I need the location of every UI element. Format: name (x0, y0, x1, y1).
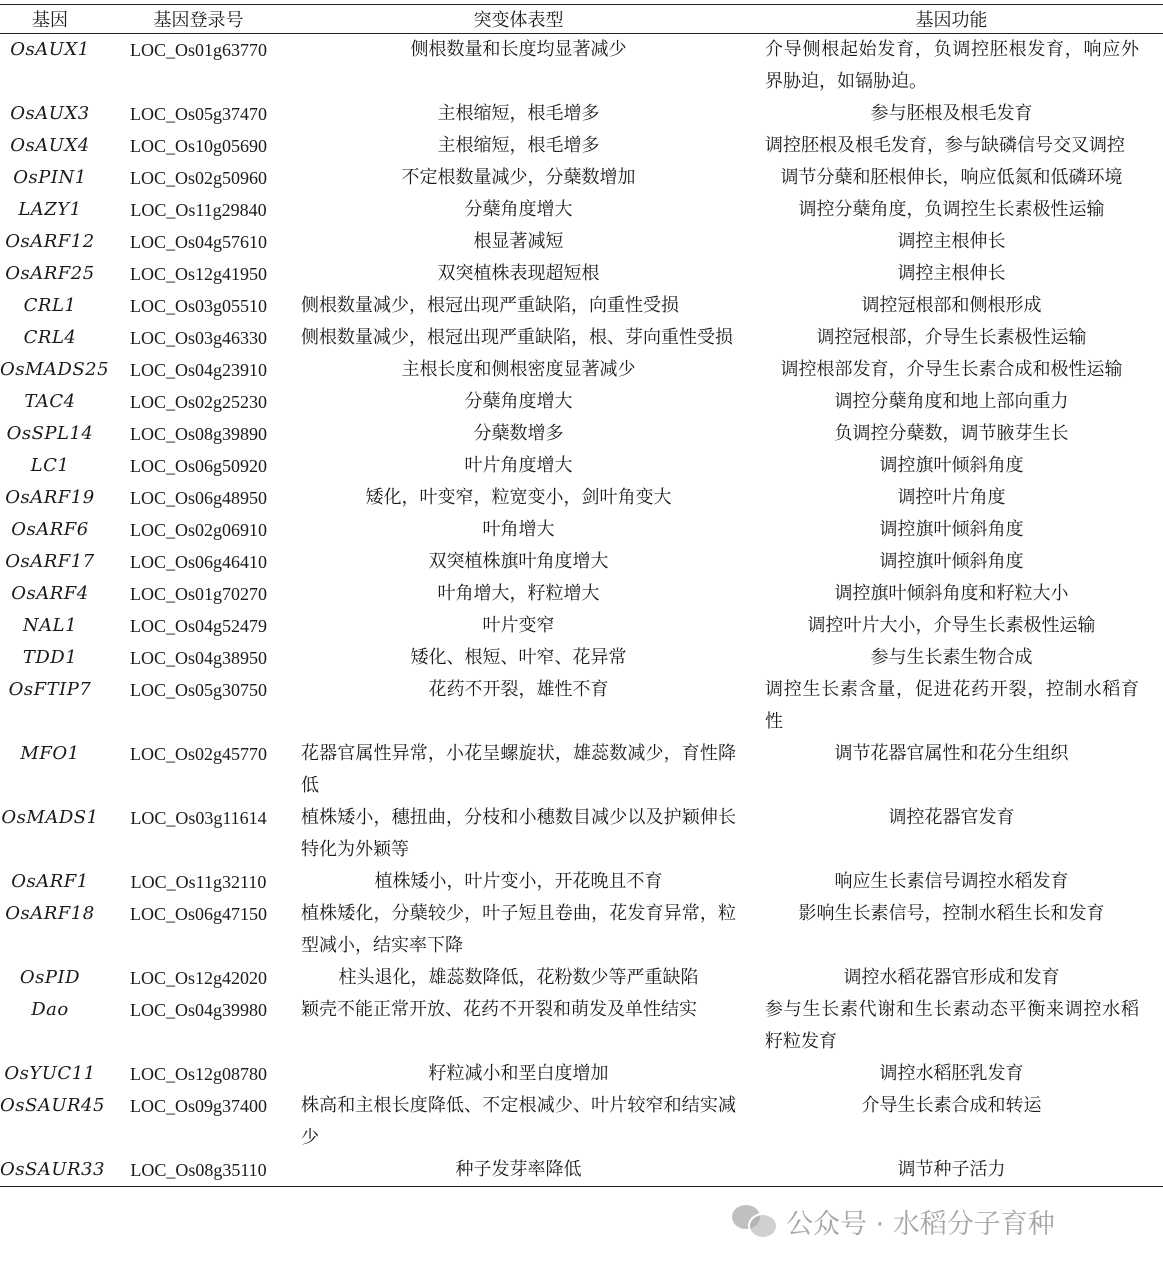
gene-function: 介导侧根起始发育，负调控胚根发育，响应外界胁迫，如镉胁迫。 (765, 39, 1139, 92)
mutant-phenotype: 主根缩短，根毛增多 (437, 135, 600, 156)
gene-locus: LOC_Os06g48950 (129, 488, 267, 508)
table-row (0, 1058, 1163, 1090)
gene-locus: LOC_Os11g32110 (130, 872, 267, 892)
gene-locus: LOC_Os03g46330 (129, 328, 267, 348)
mutant-phenotype: 叶片变窄 (482, 615, 555, 636)
gene-function: 调控旗叶倾斜角度 (879, 551, 1024, 572)
mutant-phenotype: 叶角增大，籽粒增大 (437, 583, 600, 604)
table-row (0, 482, 1163, 514)
mutant-phenotype: 株高和主根长度降低、不定根减少、叶片较窄和结实减少 (301, 1095, 736, 1148)
gene-name: OsARF1 (11, 871, 89, 892)
gene-name: OsSAUR45 (0, 1095, 105, 1116)
table-row (0, 802, 1163, 866)
gene-function: 参与生长素生物合成 (870, 647, 1033, 668)
gene-name: OsAUX1 (10, 39, 90, 60)
gene-locus: LOC_Os08g39890 (129, 424, 267, 444)
mutant-phenotype: 侧根数量和长度均显著减少 (410, 39, 627, 60)
gene-function: 调控叶片角度 (897, 487, 1006, 508)
table-row (0, 674, 1163, 738)
gene-name: CRL1 (23, 295, 77, 316)
gene-locus: LOC_Os04g39980 (129, 1000, 267, 1020)
table-row (0, 226, 1163, 258)
gene-function: 介导生长素合成和转运 (861, 1095, 1042, 1116)
gene-name: OsARF17 (5, 551, 95, 572)
mutant-phenotype: 侧根数量减少，根冠出现严重缺陷，根、芽向重性受损 (301, 327, 733, 348)
table-row (0, 642, 1163, 674)
gene-function: 调控旗叶倾斜角度 (879, 455, 1024, 476)
gene-function: 调控胚根及根毛发育，参与缺磷信号交叉调控 (765, 135, 1125, 156)
gene-name: OsAUX4 (10, 135, 90, 156)
mutant-phenotype: 籽粒减小和垩白度增加 (428, 1063, 609, 1084)
header-locus: 基因登录号 (100, 5, 297, 34)
gene-locus: LOC_Os02g50960 (129, 168, 267, 188)
gene-function: 影响生长素信号，控制水稻生长和发育 (798, 903, 1105, 924)
mutant-phenotype: 矮化、根短、叶窄、花异常 (410, 647, 627, 668)
gene-name: OsARF25 (5, 263, 95, 284)
gene-name: OsSPL14 (6, 423, 94, 444)
table-row (0, 994, 1163, 1058)
mutant-phenotype: 花药不开裂，雄性不育 (428, 679, 609, 700)
gene-locus: LOC_Os12g08780 (129, 1064, 267, 1084)
gene-function: 响应生长素信号调控水稻发育 (834, 871, 1069, 892)
gene-function: 调控水稻花器官形成和发育 (843, 967, 1060, 988)
table-row (0, 514, 1163, 546)
gene-function: 参与胚根及根毛发育 (870, 103, 1033, 124)
gene-name: NAL1 (22, 615, 78, 636)
gene-locus: LOC_Os04g57610 (129, 232, 267, 252)
gene-function: 调控冠根部，介导生长素极性运输 (816, 327, 1087, 348)
gene-name: OsYUC11 (4, 1063, 96, 1084)
mutant-phenotype: 叶片角度增大 (464, 455, 573, 476)
gene-locus: LOC_Os08g35110 (100, 1154, 297, 1187)
mutant-phenotype: 叶角增大 (482, 519, 555, 540)
gene-locus: LOC_Os09g37400 (129, 1096, 267, 1116)
gene-locus: LOC_Os01g63770 (129, 40, 267, 60)
gene-function: 调节分蘖和胚根伸长，响应低氮和低磷环境 (780, 167, 1123, 188)
gene-name: LC1 (30, 455, 70, 476)
mutant-phenotype: 分蘖角度增大 (464, 199, 573, 220)
gene-function: 调控旗叶倾斜角度 (879, 519, 1024, 540)
gene-name: OsPIN1 (13, 167, 87, 188)
gene-function: 调节花器官属性和花分生组织 (834, 743, 1069, 764)
mutant-phenotype: 侧根数量减少，根冠出现严重缺陷，向重性受损 (301, 295, 679, 316)
gene-locus: LOC_Os02g25230 (129, 392, 267, 412)
mutant-phenotype: 主根缩短，根毛增多 (437, 103, 600, 124)
gene-locus: LOC_Os10g05690 (129, 136, 267, 156)
table-row (0, 1090, 1163, 1154)
gene-name: TDD1 (22, 647, 78, 668)
table-row (0, 962, 1163, 994)
table-row (0, 898, 1163, 962)
gene-function: 调控根部发育，介导生长素合成和极性运输 (780, 359, 1123, 380)
mutant-phenotype: 植株矮化，分蘖较少，叶子短且卷曲，花发育异常，粒型减小，结实率下降 (301, 903, 736, 956)
gene-table-container (0, 4, 1163, 1187)
gene-function: 调控主根伸长 (897, 231, 1006, 252)
gene-name: OsARF6 (11, 519, 89, 540)
watermark (732, 1198, 1055, 1244)
gene-locus: LOC_Os06g47150 (129, 904, 267, 924)
header-function: 基因功能 (740, 5, 1163, 34)
table-row (0, 610, 1163, 642)
gene-name: OsARF4 (11, 583, 89, 604)
gene-locus: LOC_Os04g38950 (129, 648, 267, 668)
gene-locus: LOC_Os12g41950 (129, 264, 267, 284)
gene-locus: LOC_Os12g42020 (129, 968, 267, 988)
table-row (0, 866, 1163, 898)
mutant-phenotype: 矮化，叶变窄，粒宽变小，剑叶角变大 (365, 487, 672, 508)
gene-table (0, 4, 1163, 1187)
gene-name: OsARF12 (5, 231, 95, 252)
table-row (0, 450, 1163, 482)
table-row (0, 322, 1163, 354)
mutant-phenotype: 双突植株旗叶角度增大 (428, 551, 609, 572)
mutant-phenotype: 植株矮小，叶片变小，开花晚且不育 (374, 871, 663, 892)
gene-locus: LOC_Os04g23910 (129, 360, 267, 380)
gene-function: 调控生长素含量，促进花药开裂，控制水稻育性 (765, 679, 1139, 732)
mutant-phenotype: 种子发芽率降低 (297, 1154, 740, 1187)
header-phenotype: 突变体表型 (297, 5, 740, 34)
mutant-phenotype: 植株矮小，穗扭曲，分枝和小穗数目减少以及护颖伸长特化为外颖等 (301, 807, 736, 860)
gene-function: 调控花器官发育 (888, 807, 1015, 828)
gene-function: 调控分蘖角度和地上部向重力 (834, 391, 1069, 412)
mutant-phenotype: 分蘖角度增大 (464, 391, 573, 412)
table-row (0, 290, 1163, 322)
gene-name: LAZY1 (18, 199, 82, 220)
gene-locus: LOC_Os05g30750 (129, 680, 267, 700)
table-row (0, 738, 1163, 802)
gene-name: CRL4 (23, 327, 77, 348)
gene-name: OsARF19 (5, 487, 95, 508)
gene-function: 调控主根伸长 (897, 263, 1006, 284)
gene-name: OsFTIP7 (8, 679, 92, 700)
gene-function: 调节种子活力 (740, 1154, 1163, 1187)
table-row (0, 418, 1163, 450)
gene-function: 参与生长素代谢和生长素动态平衡来调控水稻籽粒发育 (765, 999, 1139, 1052)
gene-locus: LOC_Os01g70270 (129, 584, 267, 604)
gene-locus: LOC_Os11g29840 (130, 200, 267, 220)
mutant-phenotype: 分蘖数增多 (473, 423, 564, 444)
gene-locus: LOC_Os02g45770 (129, 744, 267, 764)
mutant-phenotype: 花器官属性异常，小花呈螺旋状，雄蕊数减少，育性降低 (301, 743, 736, 796)
table-row (0, 354, 1163, 386)
gene-name: OsMADS25 (0, 359, 110, 380)
gene-function: 调控分蘖角度，负调控生长素极性运输 (798, 199, 1105, 220)
mutant-phenotype: 颖壳不能正常开放、花药不开裂和萌发及单性结实 (301, 999, 697, 1020)
table-row (0, 130, 1163, 162)
gene-locus: LOC_Os03g05510 (129, 296, 267, 316)
table-row (0, 258, 1163, 290)
table-row (0, 1154, 1163, 1187)
gene-locus: LOC_Os05g37470 (129, 104, 267, 124)
gene-locus: LOC_Os03g11614 (130, 808, 267, 828)
mutant-phenotype: 根显著减短 (473, 231, 564, 252)
gene-function: 调控叶片大小，介导生长素极性运输 (807, 615, 1096, 636)
gene-name: MFO1 (20, 743, 80, 764)
gene-locus: LOC_Os06g46410 (129, 552, 267, 572)
mutant-phenotype: 主根长度和侧根密度显著减少 (401, 359, 636, 380)
gene-function: 调控旗叶倾斜角度和籽粒大小 (834, 583, 1069, 604)
table-row (0, 98, 1163, 130)
table-row (0, 546, 1163, 578)
table-row (0, 34, 1163, 99)
gene-name: OsSAUR33 (0, 1154, 100, 1187)
table-row (0, 162, 1163, 194)
table-row (0, 386, 1163, 418)
wechat-icon (732, 1203, 776, 1239)
gene-function: 负调控分蘖数，调节腋芽生长 (834, 423, 1069, 444)
watermark-text: 公众号 · 水稻分子育种 (786, 1208, 1055, 1240)
header-gene: 基因 (0, 5, 100, 34)
gene-locus: LOC_Os06g50920 (129, 456, 267, 476)
gene-name: OsPID (19, 967, 81, 988)
header-row (0, 5, 1163, 34)
mutant-phenotype: 不定根数量减少，分蘖数增加 (401, 167, 636, 188)
gene-name: OsAUX3 (10, 103, 90, 124)
table-row (0, 194, 1163, 226)
gene-name: TAC4 (24, 391, 76, 412)
gene-locus: LOC_Os02g06910 (129, 520, 267, 540)
gene-name: OsARF18 (5, 903, 95, 924)
gene-locus: LOC_Os04g52479 (129, 616, 267, 636)
gene-function: 调控水稻胚乳发育 (879, 1063, 1024, 1084)
mutant-phenotype: 双突植株表现超短根 (437, 263, 600, 284)
gene-name: Dao (31, 999, 69, 1020)
mutant-phenotype: 柱头退化，雄蕊数降低，花粉数少等严重缺陷 (338, 967, 699, 988)
gene-name: OsMADS1 (1, 807, 99, 828)
gene-function: 调控冠根部和侧根形成 (861, 295, 1042, 316)
table-row (0, 578, 1163, 610)
